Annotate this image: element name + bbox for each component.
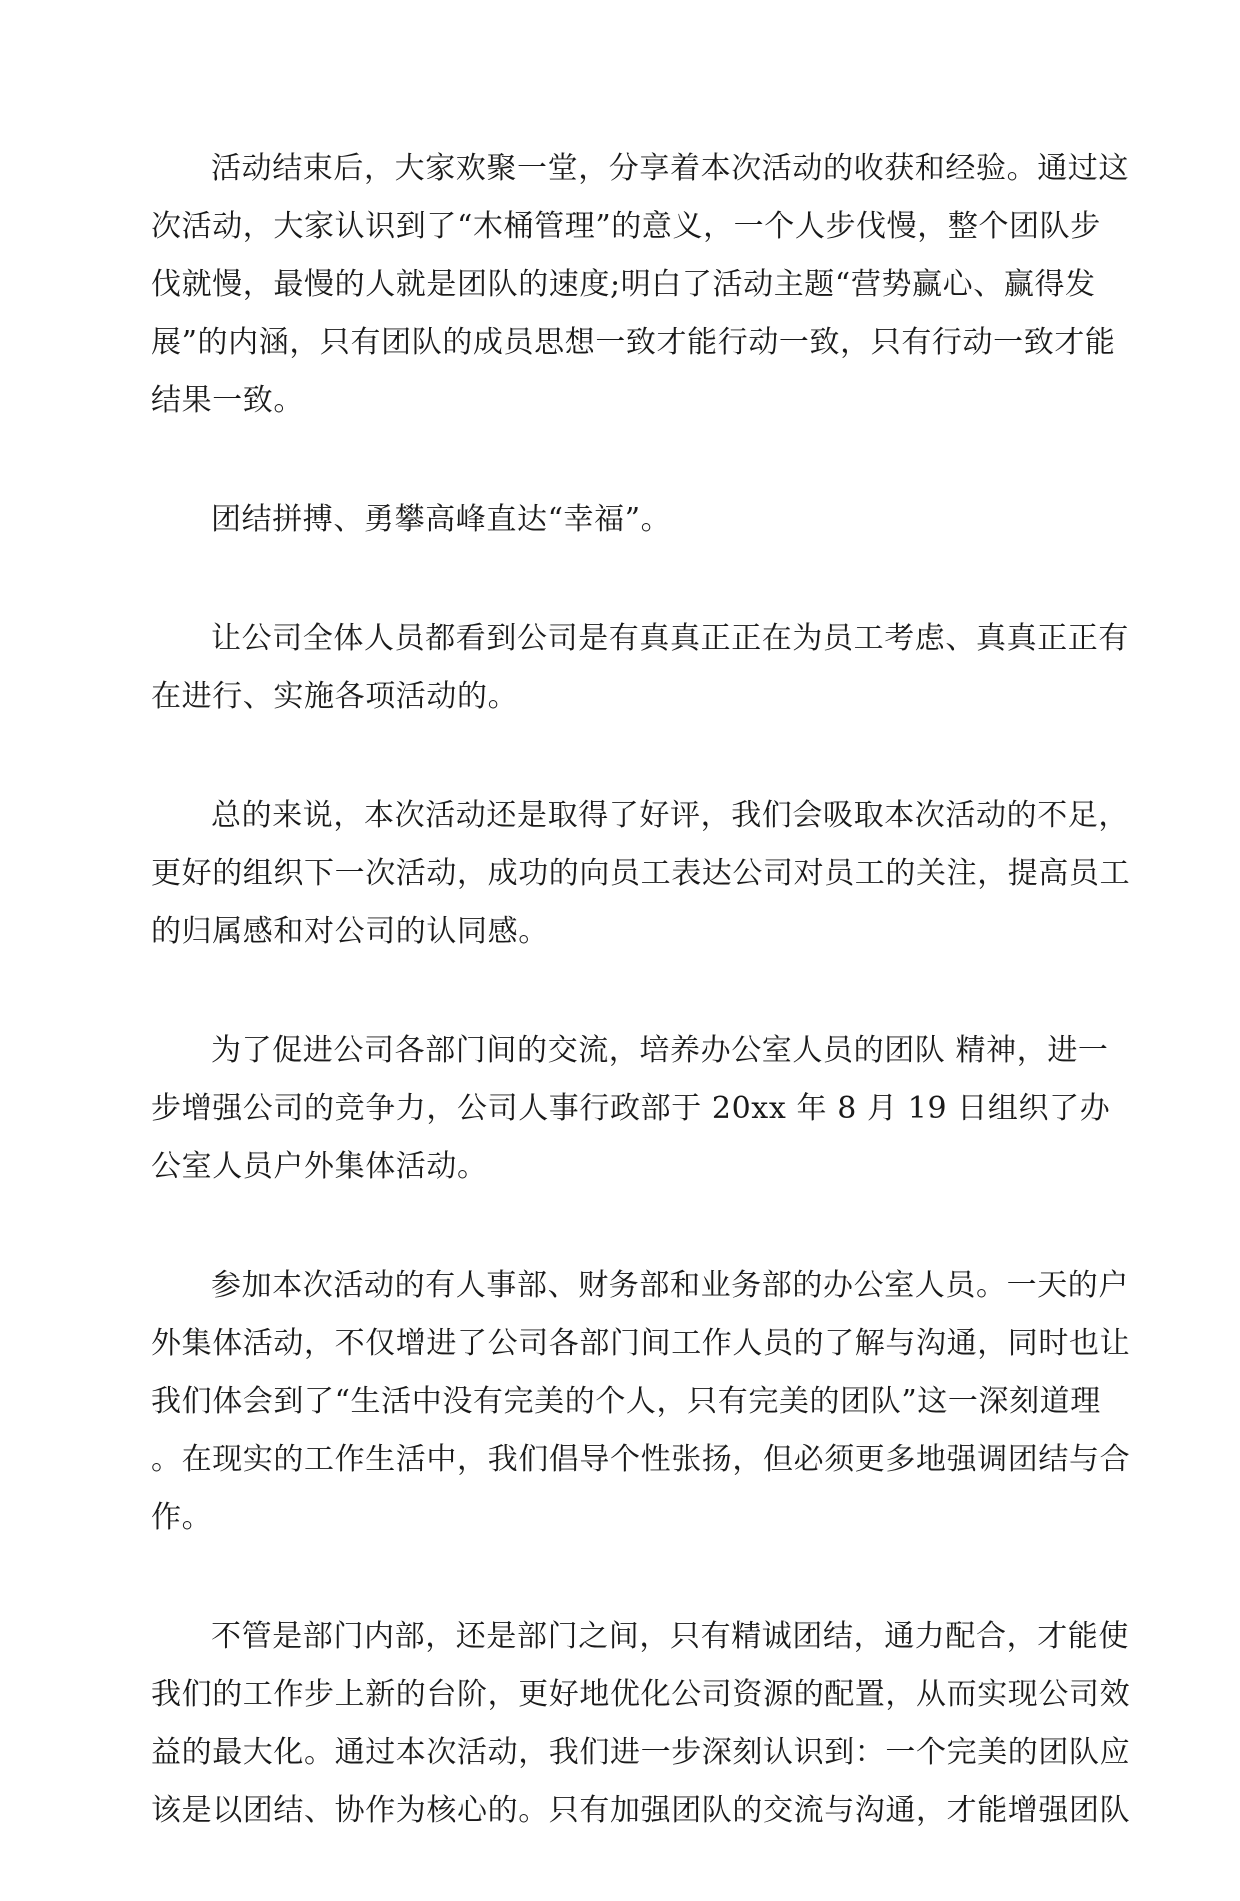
text-line: 展”的内涵，只有团队的成员思想一致才能行动一致，只有行动一致才能 [151, 325, 1116, 360]
text-line: 步增强公司的竞争力，公司人事行政部于 20xx 年 8 月 19 日组织了办 [151, 1091, 1111, 1126]
text-line: 为了促进公司各部门间的交流，培养办公室人员的团队 精神，进一 [211, 1033, 1109, 1068]
text-line: 我们体会到了“生活中没有完美的个人，只有完美的团队”这一深刻道理 [151, 1384, 1101, 1419]
text-line: 活动结束后，大家欢聚一堂，分享着本次活动的收获和经验。通过这 [211, 151, 1129, 186]
paragraph-company-care [151, 610, 1129, 726]
text-line: 不管是部门内部，还是部门之间，只有精诚团结，通力配合，才能使 [211, 1619, 1129, 1654]
text-line: 公室人员户外集体活动。 [151, 1149, 488, 1184]
text-line: 。在现实的工作生活中，我们倡导个性张扬，但必须更多地强调团结与合 [151, 1442, 1131, 1477]
text-line: 外集体活动，不仅增进了公司各部门间工作人员的了解与沟通，同时也让 [151, 1326, 1131, 1361]
document-body [151, 140, 1131, 1901]
text-line: 的归属感和对公司的认同感。 [151, 914, 549, 949]
text-line: 该是以团结、协作为核心的。只有加强团队的交流与沟通，才能增强团队 [151, 1793, 1131, 1828]
text-line: 我们的工作步上新的台阶，更好地优化公司资源的配置，从而实现公司效 [151, 1677, 1131, 1712]
text-line: 在进行、实施各项活动的。 [151, 679, 519, 714]
text-line: 作。 [151, 1500, 213, 1535]
text-line: 更好的组织下一次活动，成功的向员工表达公司对员工的关注，提高员工 [151, 856, 1131, 891]
text-line: 参加本次活动的有人事部、财务部和业务部的办公室人员。一天的户 [211, 1268, 1129, 1303]
paragraph-activity-summary [151, 140, 1129, 430]
text-line: 团结拼搏、勇攀高峰直达“幸福”。 [211, 502, 672, 537]
text-line: 伐就慢，最慢的人就是团队的速度;明白了活动主题“营势赢心、赢得发 [151, 267, 1096, 302]
paragraph-overall-review [151, 787, 1131, 961]
paragraph-participants [151, 1257, 1131, 1547]
text-line: 总的来说，本次活动还是取得了好评，我们会吸取本次活动的不足， [211, 798, 1129, 833]
text-line: 益的最大化。通过本次活动，我们进一步深刻认识到：一个完美的团队应 [151, 1735, 1131, 1770]
text-line: 让公司全体人员都看到公司是有真真正正在为员工考虑、真真正正有 [211, 621, 1129, 656]
paragraph-activity-purpose [151, 1022, 1111, 1196]
paragraph-teamwork [151, 1608, 1131, 1840]
paragraph-slogan [151, 491, 1091, 549]
text-line: 结果一致。 [151, 383, 304, 418]
text-line: 次活动，大家认识到了“木桶管理”的意义，一个人步伐慢，整个团队步 [151, 209, 1101, 244]
